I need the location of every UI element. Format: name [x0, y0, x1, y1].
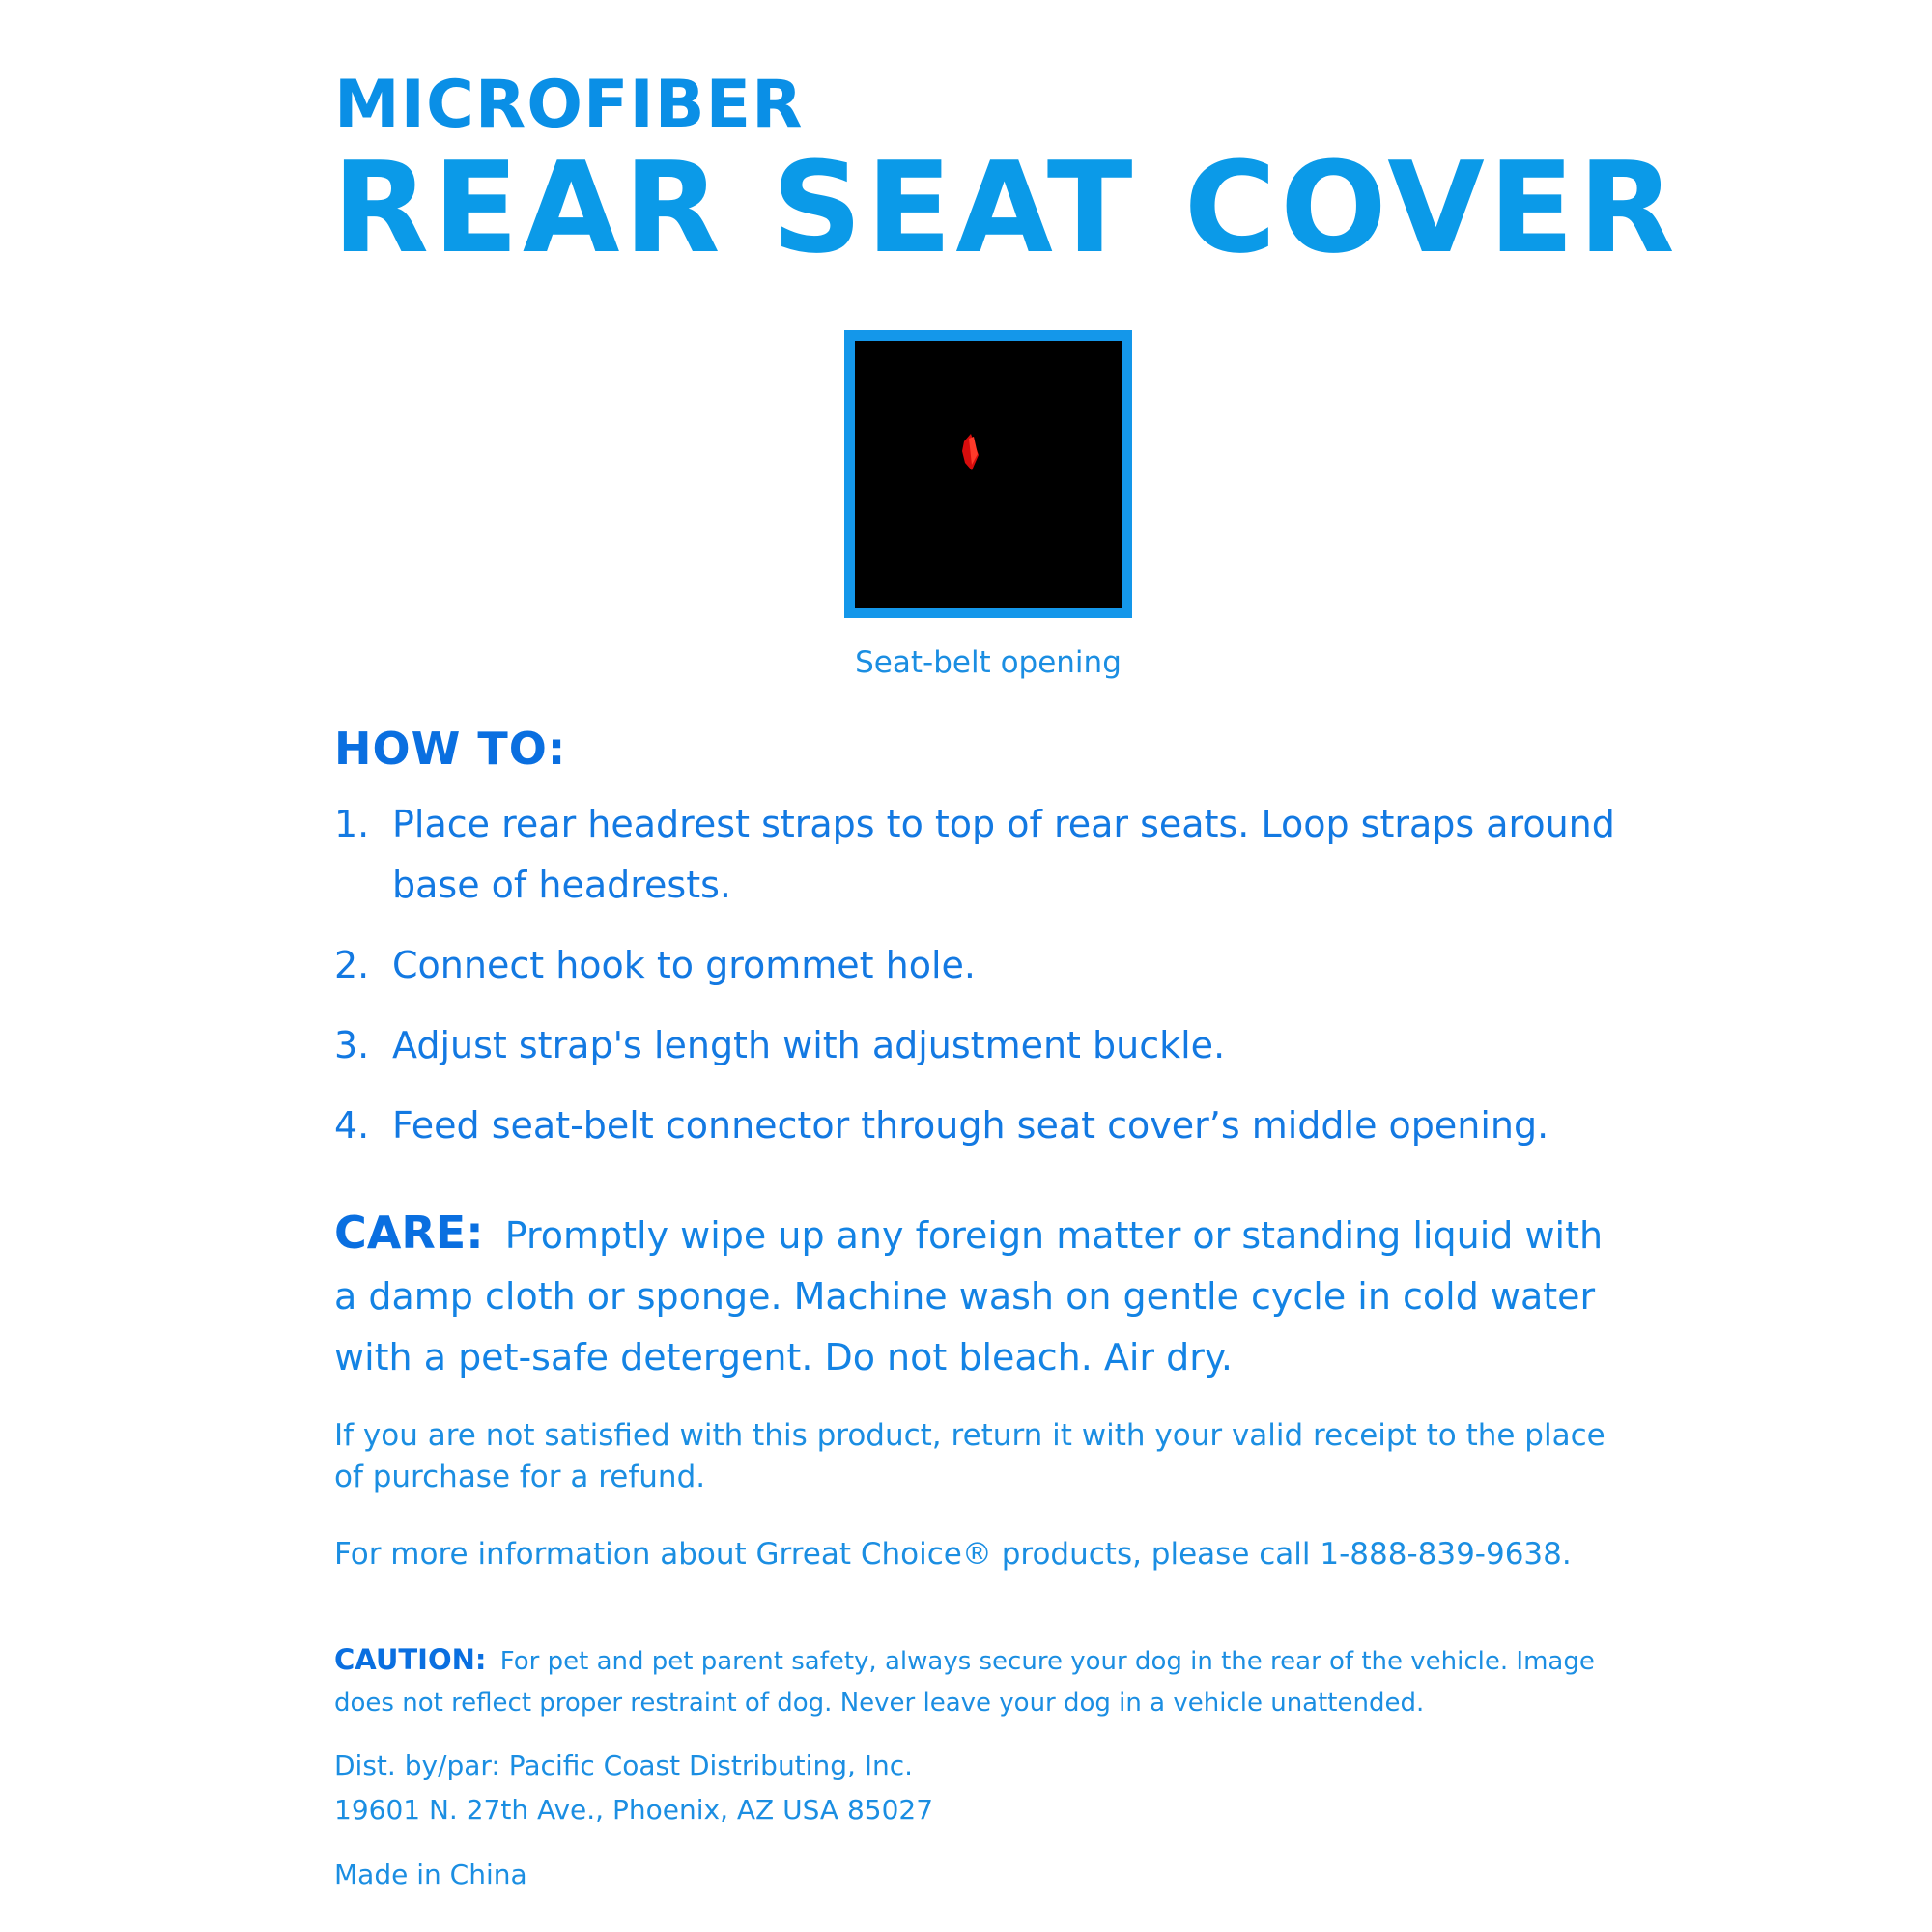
product-title-top: MICROFIBER	[334, 67, 804, 143]
step-number: 3.	[334, 1024, 370, 1066]
distributor-address: 19601 N. 27th Ave., Phoenix, AZ USA 85027	[334, 1794, 934, 1826]
product-title-main: REAR SEAT COVER	[332, 134, 1679, 281]
how-to-steps	[334, 794, 1629, 1176]
step-item	[334, 1095, 1629, 1156]
step-item	[334, 935, 1629, 996]
care-paragraph	[334, 1203, 1629, 1388]
caution-label: CAUTION:	[334, 1643, 487, 1676]
seat-belt-opening-image	[855, 341, 1122, 608]
distributor-info	[334, 1744, 933, 1833]
step-text: Place rear headrest straps to top of rear seats. Loop straps around base of headrests.	[392, 803, 1615, 906]
step-item	[334, 794, 1629, 916]
distributor-name: Dist. by/par: Pacific Coast Distributing, Inc.	[334, 1749, 914, 1781]
step-number: 2.	[334, 944, 370, 986]
care-label: CARE:	[334, 1207, 484, 1259]
care-text: Promptly wipe up any foreign matter or standing liquid with a damp cloth or sponge. Machine wash on gentle cycle in cold water with a pet-safe detergent. Do not bleach. Air dry.	[334, 1214, 1604, 1378]
step-text: Feed seat-belt connector through seat cover’s middle opening.	[392, 1104, 1549, 1147]
step-number: 4.	[334, 1104, 370, 1147]
made-in-label: Made in China	[334, 1859, 527, 1890]
seat-belt-opening-photo	[844, 330, 1132, 618]
step-text: Adjust strap's length with adjustment buckle.	[392, 1024, 1226, 1066]
contact-info: For more information about Grreat Choice® products, please call 1-888-839-9638.	[334, 1537, 1572, 1572]
caution-notice	[334, 1639, 1629, 1724]
refund-notice: If you are not satisfied with this product, return it with your valid receipt to the place of purchase for a refund.	[334, 1418, 1605, 1494]
step-item	[334, 1015, 1629, 1076]
step-number: 1.	[334, 803, 370, 845]
photo-caption: Seat-belt opening	[855, 645, 1122, 680]
step-text: Connect hook to grommet hole.	[392, 944, 976, 986]
caution-text: For pet and pet parent safety, always secure your dog in the rear of the vehicle. Image does not reflect proper restraint of dog. Never leave your dog in a vehicle unattended.	[334, 1647, 1595, 1718]
how-to-heading: HOW TO:	[334, 723, 567, 775]
